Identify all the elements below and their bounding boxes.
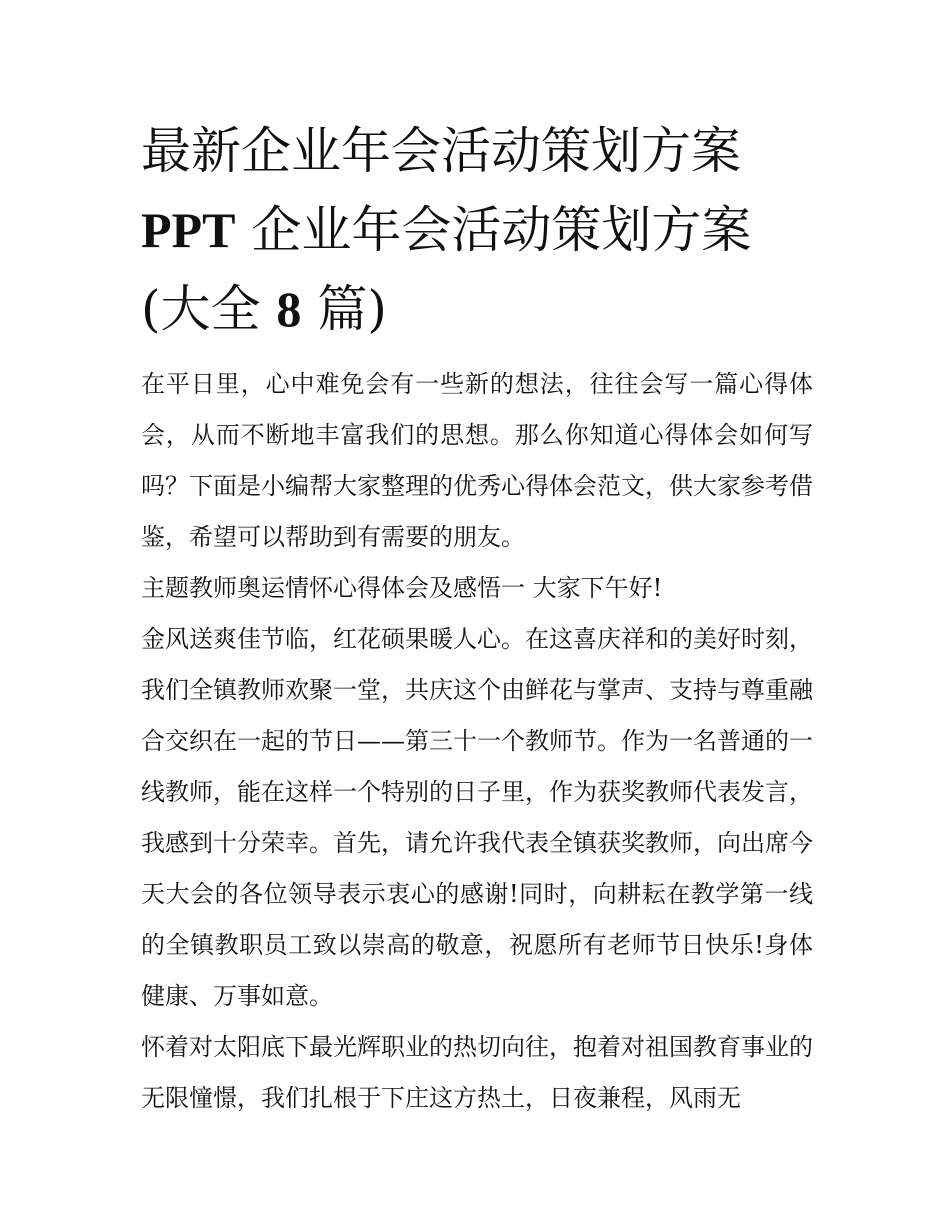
title-text-2: 企业年会活动策划方案(大全 [141,201,752,338]
paragraph-closing: 怀着对太阳底下最光辉职业的热切向往，抱着对祖国教育事业的无限憧憬，我们扎根于下庄这方热土，日夜兼程，风雨无 [141,1033,813,1112]
title-text-1: 最新企业年会活动策划方案 [141,122,741,180]
paragraph-intro: 在平日里，心中难免会有一些新的想法，往往会写一篇心得体会，从而不断地丰富我们的思想。那么你知道心得体会如何写吗？下面是小编帮大家整理的优秀心得体会范文，供大家参考借鉴，希望可以帮助到有需要的朋友。 [141,370,813,551]
document-title [141,112,813,349]
paragraph-topic: 主题教师奥运情怀心得体会及感悟一 大家下午好! [141,574,663,602]
title-text-3: 篇) [317,280,387,338]
document-body [141,112,813,1124]
title-latin-1: PPT [141,202,236,258]
paragraph-speech: 金风送爽佳节临，红花硕果暖人心。在这喜庆祥和的美好时刻，我们全镇教师欢聚一堂，共庆这个由鲜花与掌声、支持与尊重融合交织在一起的节日——第三十一个教师节。作为一名普通的一线教师，能在这样一个特别的日子里，作为获奖教师代表发言，我感到十分荣幸。首先，请允许我代表全镇获奖教师，向出席今天大会的各位领导表示衷心的感谢!同时，向耕耘在教学第一线的全镇教职员工致以崇高的敬意，祝愿所有老师节日快乐!身体健康、万事如意。 [141,625,813,1010]
title-latin-2: 8 [276,281,302,337]
